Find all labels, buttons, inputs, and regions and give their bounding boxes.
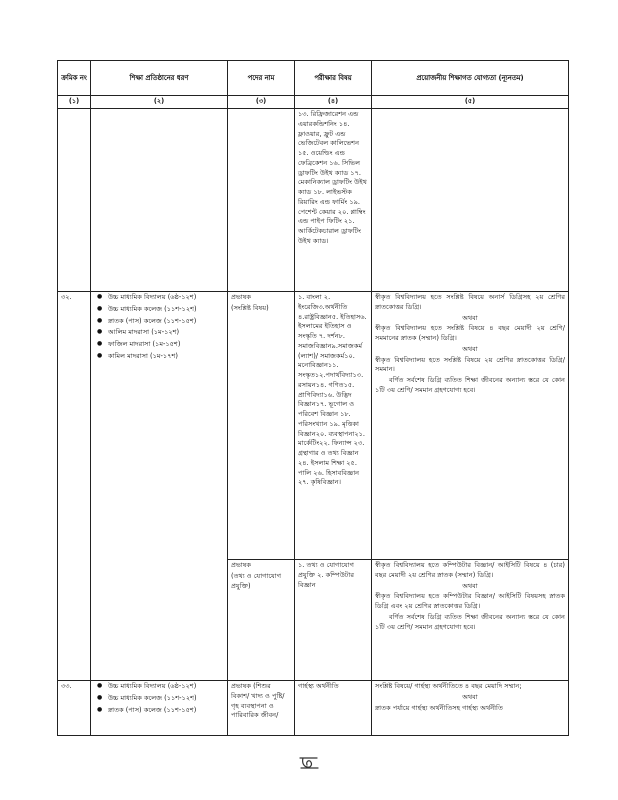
post-subtitle: (সংশ্লিষ্ট বিষয়)	[231, 303, 269, 312]
row-32-post-1-name	[228, 292, 295, 560]
or-text: অথবা	[462, 344, 478, 353]
post-subtitle: (তথ্য ও যোগাযোগ প্রযুক্তি)	[231, 571, 282, 590]
list-item: ● স্নাতক (পাস) কলেজ (১১শ-১৫শ)	[108, 317, 224, 327]
qualification-text: স্বীকৃত বিশ্ববিদ্যালয় হতে কম্পিউটার বিজ্ঞান/ আইসিটি বিষয়ে ৪ (চার) বছর মেয়াদী ২য় শ্রেণির স্নাতক (সম্মান) ডিগ্রি।	[375, 561, 565, 579]
row-33-serial: ৩৩.	[58, 681, 91, 736]
header-post-name: পদের নাম	[228, 61, 295, 96]
qualification-text: সংশ্লিষ্ট বিষয়ে/ গার্হস্থ্য অর্থনীতিতে ৪ বছর মেয়াদি সম্মান;	[375, 682, 522, 690]
list-item: ● স্নাতক (পাস) কলেজ (১১শ-১৫শ)	[108, 706, 224, 716]
qualification-text: বর্ণিত সর্বশেষ ডিগ্রি ব্যতিত শিক্ষা জীবনের অন্যান্য স্তরে যে কোন ১টি ৩য় শ্রেণি/ সমমান গ্রহণযোগ্য হবে।	[375, 376, 565, 394]
table-row-32-post-1	[58, 292, 569, 560]
header-qualification: প্রয়োজনীয় শিক্ষাগত যোগ্যতা (ন্যূনতম)	[372, 61, 569, 96]
row-33-post-name: প্রভাষক (শিশুর বিকাশ/ খাদ্য ও পুষ্টি/ গৃহ ব্যবস্থাপনা ও পারিবারিক জীবন/	[228, 681, 295, 736]
row-33-qualification	[372, 681, 569, 736]
recruitment-qualification-table	[57, 60, 569, 736]
col-number-4: (৪)	[295, 96, 372, 109]
row-32-institutions	[91, 292, 228, 681]
list-item: ● ফাজিল মাদরাসা (১ম-১৫শ)	[108, 340, 224, 350]
row-32-serial: ৩২.	[58, 292, 91, 681]
header-row	[58, 61, 569, 96]
signature-mark	[297, 752, 321, 772]
col-number-1: (১)	[58, 96, 91, 109]
table-row-33	[58, 681, 569, 736]
post-title: প্রভাষক	[231, 293, 251, 301]
list-item: ● উচ্চ মাধ্যমিক কলেজ (১১শ-১২শ)	[108, 694, 224, 704]
col-number-3: (৩)	[228, 96, 295, 109]
row-32-post-2-name	[228, 560, 295, 681]
qualification-text: স্বীকৃত বিশ্ববিদ্যালয় হতে কম্পিউটার বিজ্ঞান/ আইসিটি বিষয়সহ স্নাতক ডিগ্রি এবং ২য় শ্রেণির স্নাতকোত্তর ডিগ্রি।	[375, 592, 565, 610]
row-33-subject: গার্হস্থ্য অর্থনীতি	[295, 681, 372, 736]
or-text: অথবা	[462, 581, 478, 590]
qualification-text: বর্ণিত সর্বশেষ ডিগ্রি ব্যতিত শিক্ষা জীবনের অন্যান্য স্তরে যে কোন ১টি ৩য় শ্রেণি/ সমমান গ্রহণযোগ্য হবে।	[375, 612, 565, 631]
or-text: অথবা	[462, 313, 478, 322]
qualification-text: স্বীকৃত বিশ্ববিদ্যালয় হতে সংশ্লিষ্ট বিষয়ে অনার্স ডিগ্রিসহ ২য় শ্রেণির স্নাতকোত্তর ডিগ্রি।	[375, 293, 565, 311]
row-32-post-2-subjects: ১. তথ্য ও যোগাযোগ প্রযুক্তি ২. কম্পিউটার বিজ্ঞান	[295, 560, 372, 681]
col-number-2: (২)	[91, 96, 228, 109]
col-number-5: (৫)	[372, 96, 569, 109]
row-33-institutions	[91, 681, 228, 736]
list-item: ● আলিম মাদরাসা (১ম-১২শ)	[108, 328, 224, 338]
header-institution-type: শিক্ষা প্রতিষ্ঠানের ধরণ	[91, 61, 228, 96]
row-32-post-1-subjects: ১. বাংলা ২. ইংরেজি৩.অর্থনীতি ৪.রাষ্ট্রবিজ্ঞান৫. ইতিহাস৬. ইসলামের ইতিহাস ও সংস্কৃতি ৭. দর্শন৮. সমাজবিজ্ঞান৯.সমাজকর্ম (ল্যাশ)/ সমাজকর্ম১০. মনোবিজ্ঞান১১. সংস্কৃত১২.পদার্থবিদ্যা১৩. রসায়ন১৪. গণিত১৫. প্রাণিবিদ্যা১৬. উদ্ভিদ বিজ্ঞান১৭. ভূগোল ও পরিবেশ বিজ্ঞান ১৮. পরিসংখ্যান ১৯. মৃত্তিকা বিজ্ঞান২০. ব্যবস্থাপনা২১. মার্কেটিং২২. ফিন্যান্স ২৩. গ্রন্থাগার ও তথ্য বিজ্ঞান ২৪. ইসলাম শিক্ষা ২৫. পালি ২৬. হিসাববিজ্ঞান ২৭. কৃষিবিজ্ঞান।	[295, 292, 372, 560]
row-32-post-1-qualification	[372, 292, 569, 560]
qualification-text: স্নাতক পর্যায়ে গার্হস্থ্য অর্থনীতিসহ গার্হস্থ্য অর্থনীতি	[375, 703, 503, 712]
or-text: অথবা	[462, 692, 478, 701]
list-item: ● উচ্চ মাধ্যমিক বিদ্যালয় (৬ষ্ঠ-১২শ)	[108, 293, 224, 303]
list-item: ● উচ্চ মাধ্যমিক কলেজ (১১শ-১২শ)	[108, 305, 224, 315]
list-item: ● কামিল মাদরাসা (১ম-১৭শ)	[108, 352, 224, 362]
row-32-post-2-qualification	[372, 560, 569, 681]
continuation-subjects: ১৩. রিফ্রিজারেশন এন্ড এয়ারকন্ডিশনিং ১৪. ফ্লাওয়ার, ফ্রুট এন্ড ভেজিটেবল কালিভেশন ১৫. ওয়েল্ডিং এন্ড ফেব্রিকেশন ১৬. সিভিল ড্রাফটিং উইথ ক্যাড ১৭. মেকানিক্যাল ড্রাফটিং উইথ ক্যাড ১৮. লাইভস্টক রিয়ারিং এন্ড ফার্মিং ১৯. পেশেন্ট কেয়ার ২০. প্লাম্বিং এন্ড পাইপ ফিটিং ২১. আর্কিটেকচারাল ড্রাফটিং উইথ ক্যাড।	[295, 109, 372, 292]
post-title: প্রভাষক	[231, 561, 251, 569]
column-number-row	[58, 96, 569, 109]
qualification-text: স্বীকৃত বিশ্ববিদ্যালয় হতে সংশ্লিষ্ট বিষয়ে ২য় শ্রেণির স্নাতকোত্তর ডিগ্রি/ সমমান।	[375, 355, 565, 374]
qualification-text: স্বীকৃত বিশ্ববিদ্যালয় হতে সংশ্লিষ্ট বিষয়ে ৪ বছর মেয়াদী ২য় শ্রেণি/ সমমানের স্নাতক (সম্মান) ডিগ্রি।	[375, 324, 565, 342]
header-exam-subject: পরীক্ষার বিষয়	[295, 61, 372, 96]
continuation-row	[58, 109, 569, 292]
header-serial: ক্রমিক নং	[58, 61, 91, 96]
list-item: ● উচ্চ মাধ্যমিক বিদ্যালয় (৬ষ্ঠ-১২শ)	[108, 682, 224, 692]
